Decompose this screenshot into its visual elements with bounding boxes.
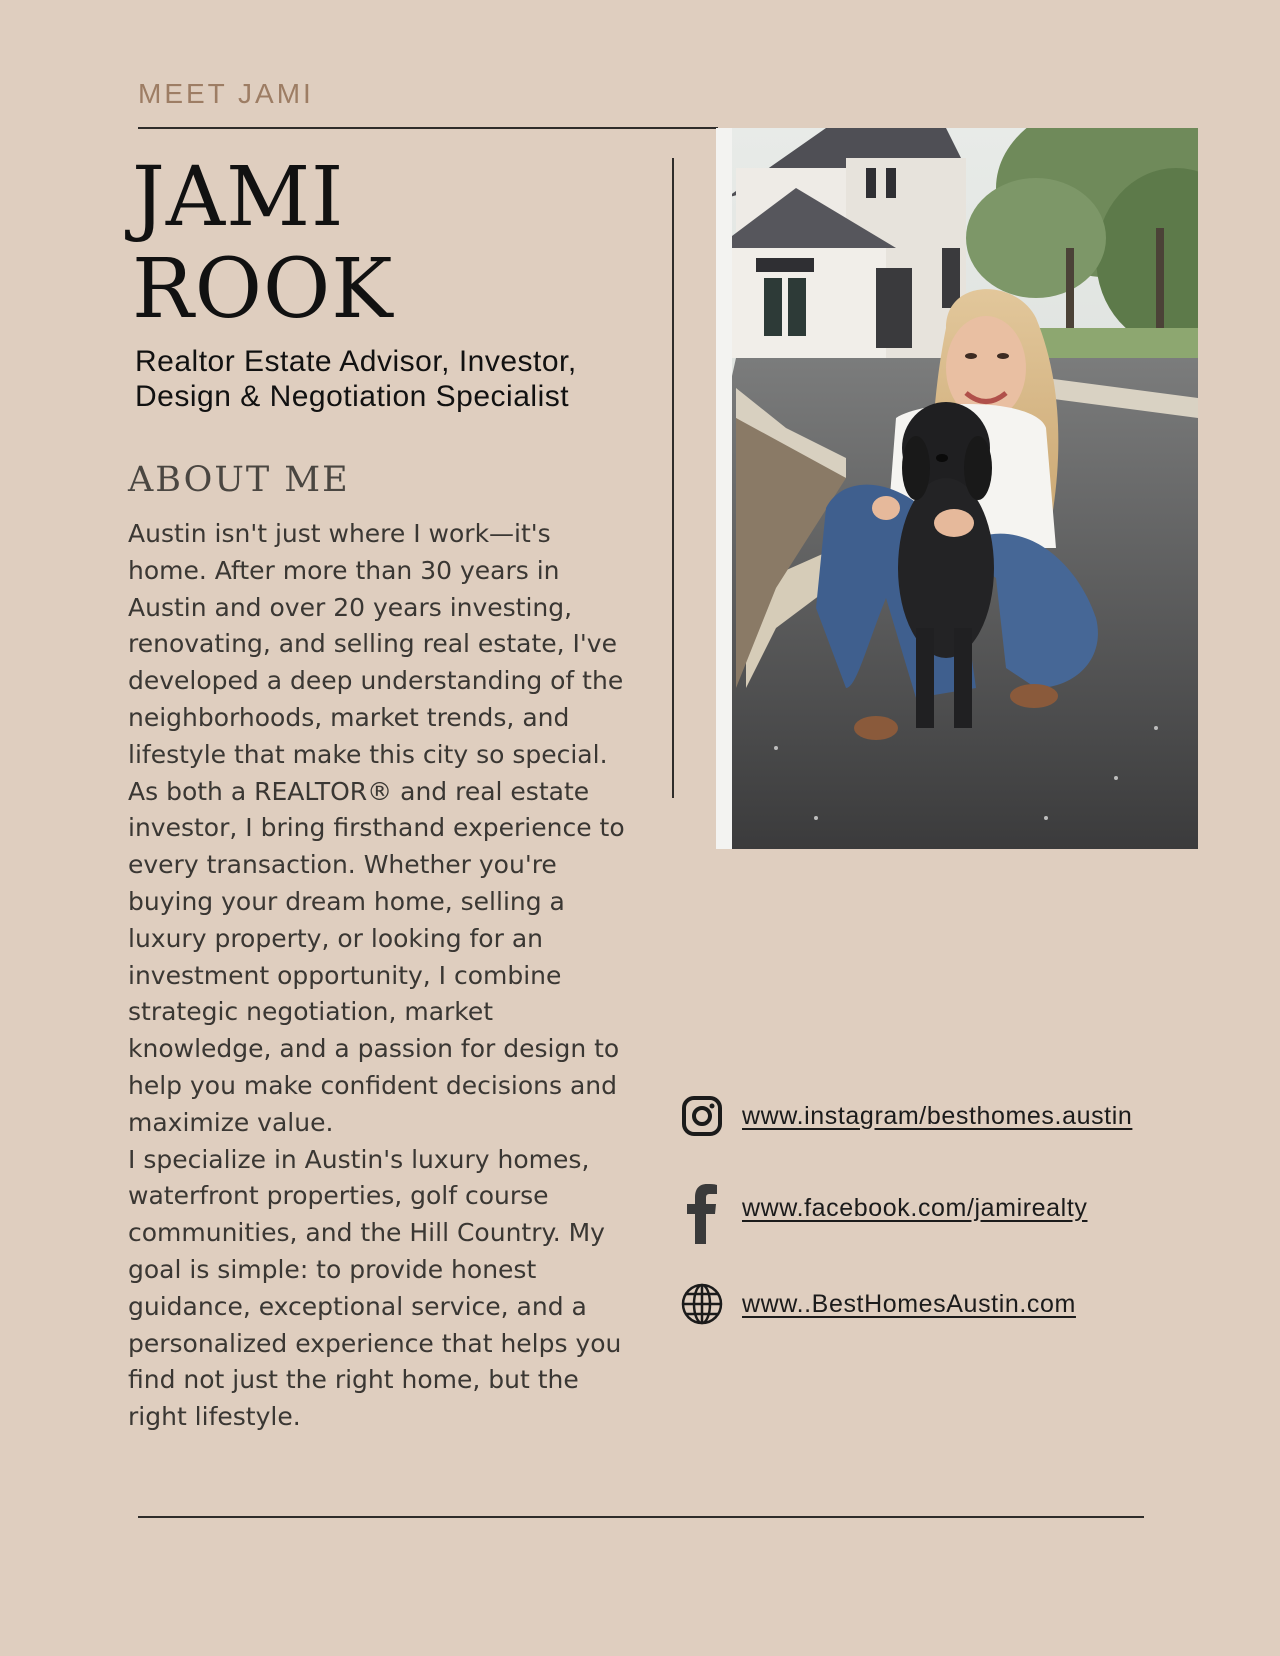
instagram-link-row[interactable] bbox=[680, 1091, 1220, 1141]
tagline-line-2: Design & Negotiation Specialist bbox=[135, 380, 570, 413]
facebook-link[interactable]: www.facebook.com/jamirealty bbox=[742, 1193, 1088, 1222]
instagram-icon bbox=[680, 1094, 724, 1138]
website-link[interactable]: www..BestHomesAustin.com bbox=[742, 1289, 1076, 1318]
agent-photo-illustration bbox=[716, 128, 1198, 849]
eyebrow-meet-label: MEET JAMI bbox=[138, 78, 314, 109]
about-paragraph-2: As both a REALTOR® and real estate investor, I bring firsthand experience to every transaction. Whether you're buying your dream home, selling a luxury property, or looking for an investment opportunity, I combine strategic negotiation, market knowledge, and a passion for design to help you make confident decisions and maximize value. bbox=[128, 776, 625, 1137]
agent-first-name: JAMI bbox=[132, 150, 345, 245]
facebook-link-row[interactable] bbox=[680, 1183, 1220, 1233]
about-body bbox=[128, 516, 633, 1436]
agent-name bbox=[132, 152, 393, 336]
facebook-icon bbox=[680, 1186, 724, 1230]
about-paragraph-1: Austin isn't just where I work—it's home. After more than 30 years in Austin and over 20 years investing, renovating, and selling real estate, I've developed a deep understanding of the neighborhoods, market trends, and lifestyle that make this city so special. bbox=[128, 519, 624, 769]
vertical-divider bbox=[672, 158, 674, 798]
instagram-link[interactable]: www.instagram/besthomes.austin bbox=[742, 1101, 1133, 1130]
agent-last-name: ROOK bbox=[132, 242, 394, 337]
agent-photo bbox=[716, 128, 1198, 849]
website-link-row[interactable] bbox=[680, 1279, 1220, 1329]
top-divider bbox=[138, 127, 718, 129]
about-heading: ABOUT ME bbox=[128, 460, 350, 500]
agent-tagline bbox=[135, 344, 655, 414]
bottom-divider bbox=[138, 1516, 1144, 1518]
globe-icon bbox=[680, 1282, 724, 1326]
tagline-line-1: Realtor Estate Advisor, Investor, bbox=[135, 345, 577, 378]
about-paragraph-3: I specialize in Austin's luxury homes, waterfront properties, golf course communities, and the Hill Country. My goal is simple: to provide honest guidance, exceptional service, and a personalized experience that helps you find not just the right home, but the right lifestyle. bbox=[128, 1144, 622, 1432]
